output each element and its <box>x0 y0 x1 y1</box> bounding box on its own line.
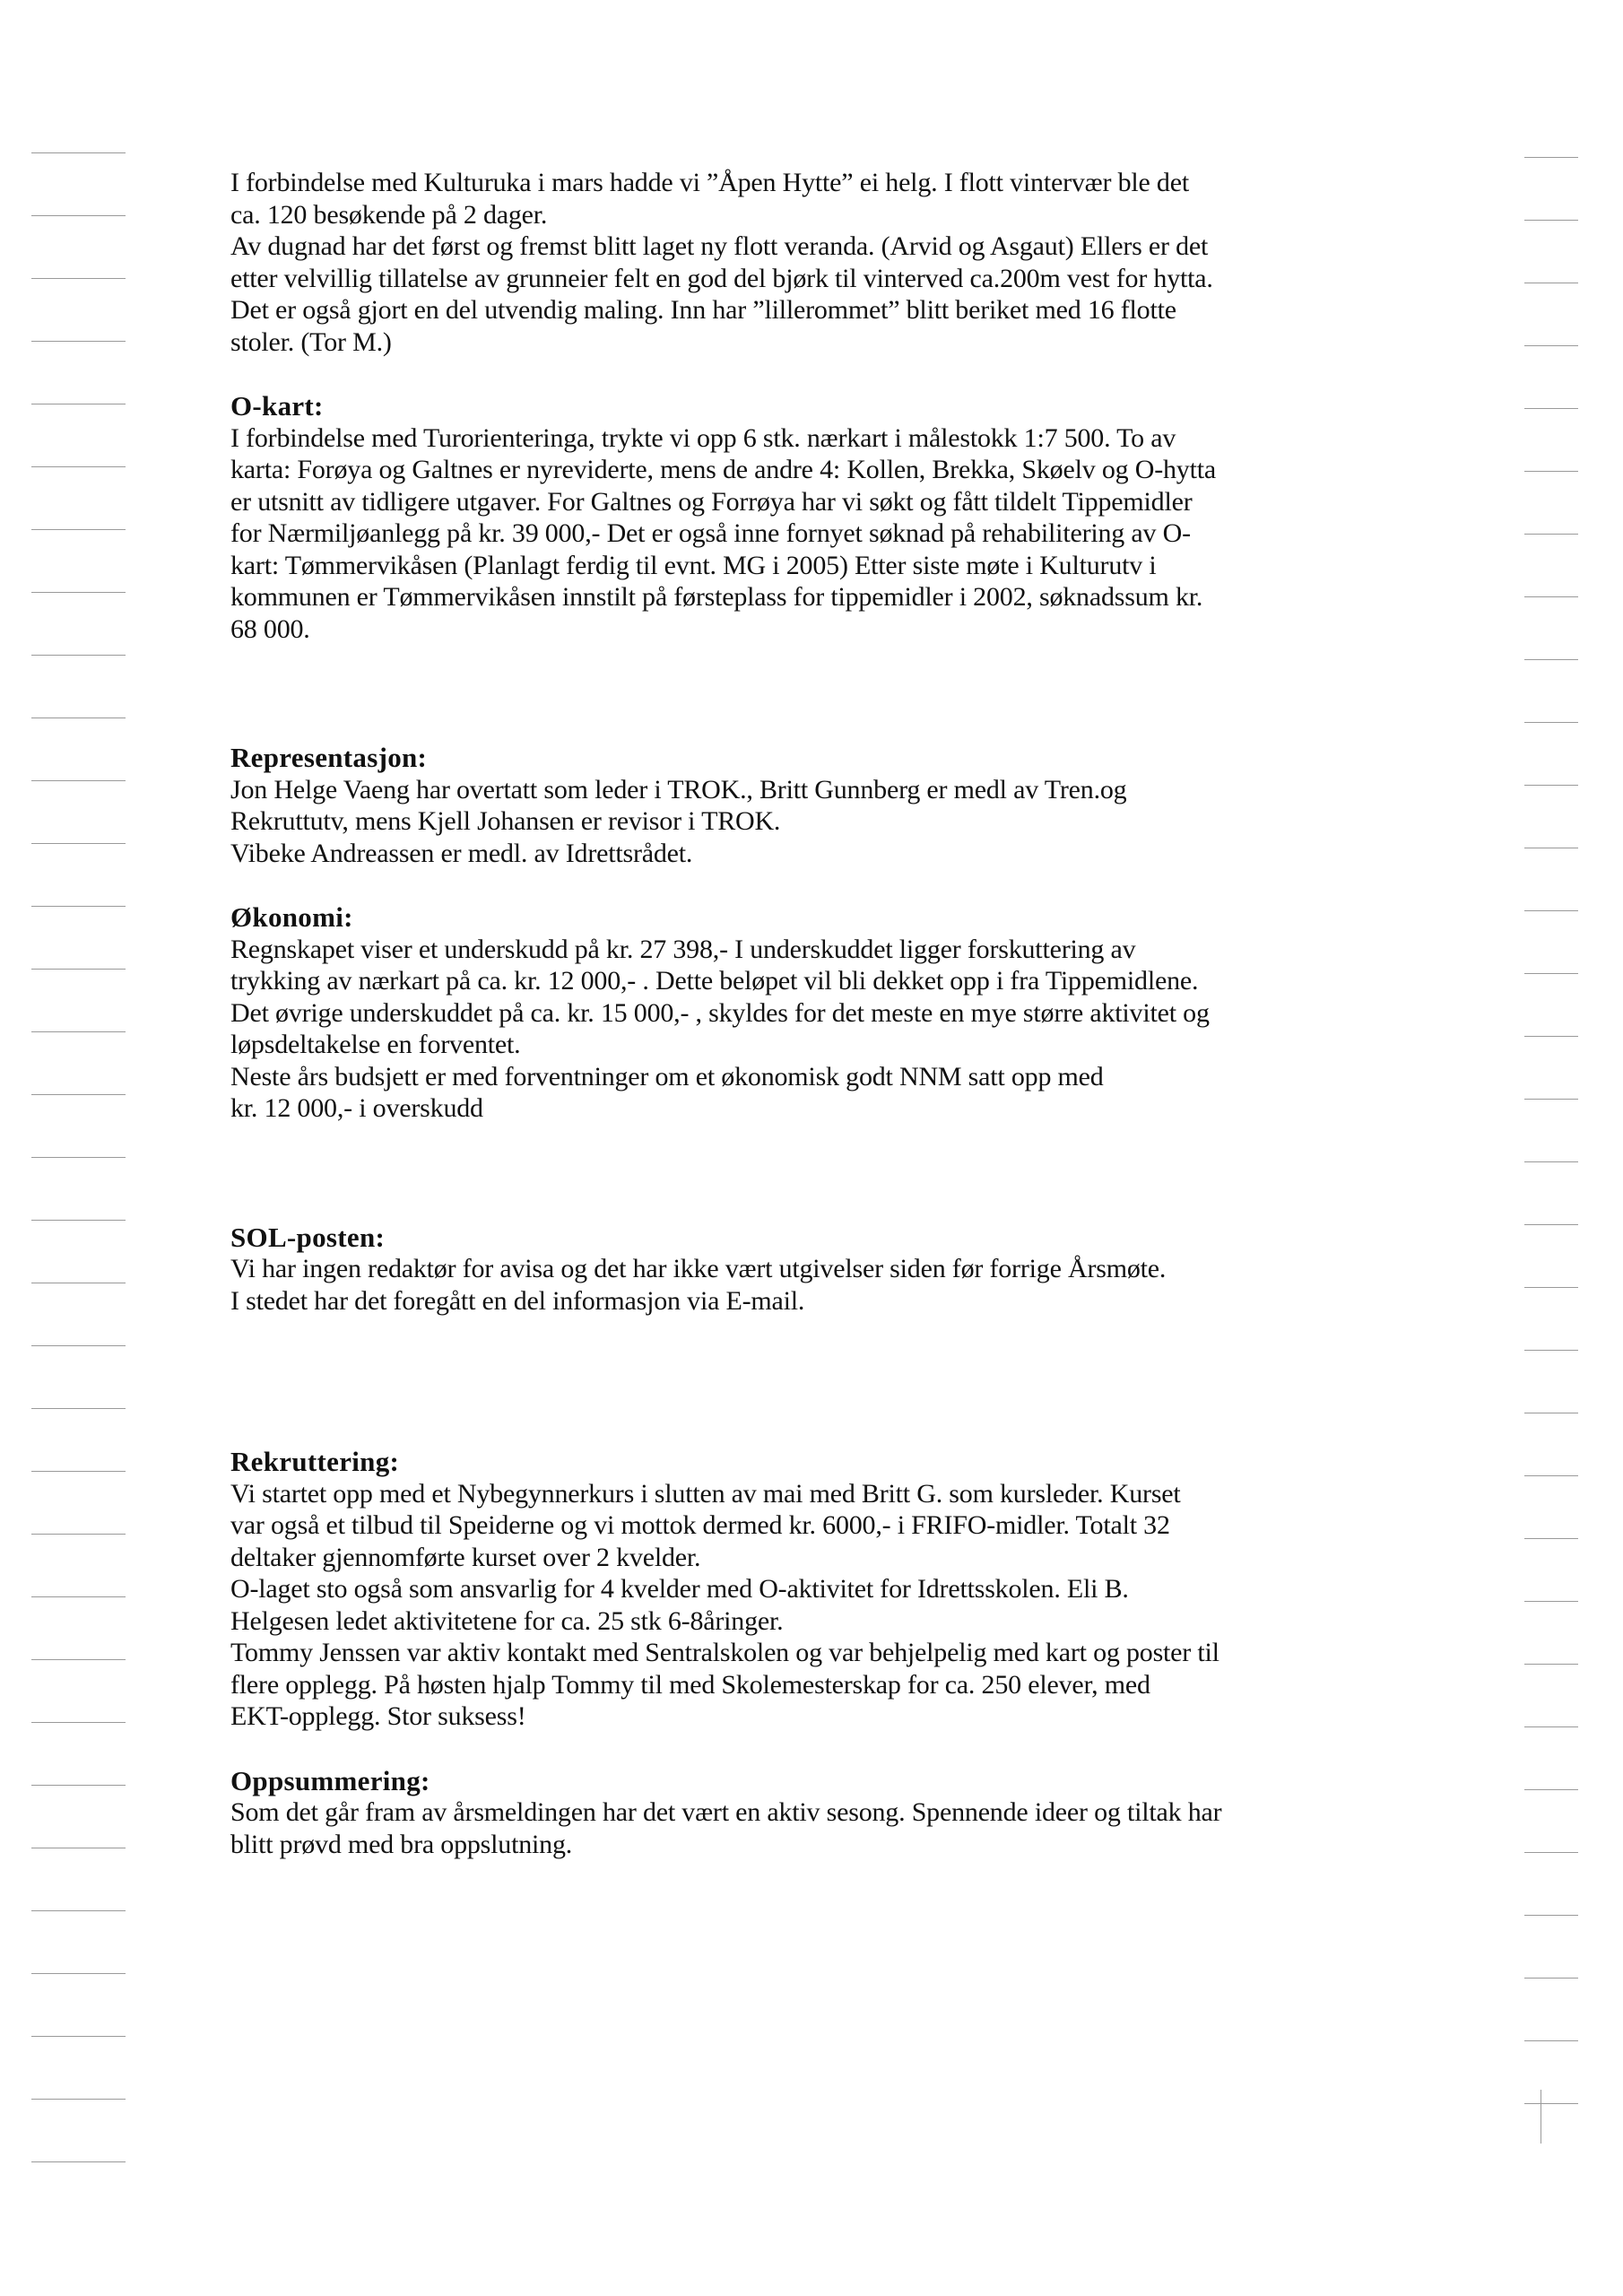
spacer <box>230 358 1477 390</box>
margin-rule <box>1524 471 1578 472</box>
margin-rule <box>31 2099 126 2100</box>
solposten-section <box>230 1222 1477 1318</box>
margin-rule <box>1524 722 1578 723</box>
okart-section <box>230 390 1477 645</box>
margin-rule <box>1524 2040 1578 2041</box>
solposten-heading: SOL-posten: <box>230 1221 386 1253</box>
document-body <box>230 167 1477 1860</box>
margin-rule <box>1524 1224 1578 1225</box>
margin-rule <box>31 843 126 844</box>
margin-rule <box>31 1471 126 1472</box>
solposten-paragraph: Vi har ingen redaktør for avisa og det har ikke vært utgivelser siden før forrige Årsmøte. I stedet har det foregått en del informasjon via E-mail. <box>230 1254 1167 1316</box>
margin-rule <box>1524 1099 1578 1100</box>
margin-rule <box>31 969 126 970</box>
left-margin-rules <box>31 0 139 2296</box>
margin-rule <box>1524 408 1578 409</box>
margin-rule <box>1524 1161 1578 1162</box>
spacer <box>230 1733 1477 1765</box>
margin-rule <box>1524 1036 1578 1037</box>
okart-heading: O-kart: <box>230 390 324 422</box>
margin-rule <box>31 1345 126 1346</box>
intro-paragraph: I forbindelse med Kulturuka i mars hadde vi ”Åpen Hytte” ei helg. I flott vintervær ble det ca. 120 besøkende på 2 dager. Av dugnad har det først og fremst blitt laget ny flott veranda. (Arvid og Asgaut) Ellers er det etter velvillig tillatelse av grunneier felt en god del bjørk til vinterved ca.200m vest for hytta. Det er også gjort en del utvendig maling. Inn har ”lillerommet” blitt beriket med 16 flotte stoler. (Tor M.) <box>230 168 1213 357</box>
margin-rule <box>31 780 126 781</box>
margin-rule <box>31 1910 126 1911</box>
margin-rule <box>1524 534 1578 535</box>
margin-rule <box>31 1973 126 1974</box>
margin-rule <box>1524 345 1578 346</box>
representasjon-section <box>230 742 1477 869</box>
margin-rule <box>1524 1789 1578 1790</box>
margin-rule <box>31 1659 126 1660</box>
margin-rule <box>1524 157 1578 158</box>
margin-rule <box>1524 2103 1578 2104</box>
margin-rule <box>31 1220 126 1221</box>
margin-rule <box>1524 596 1578 597</box>
rekruttering-paragraph: Vi startet opp med et Nybegynnerkurs i slutten av mai med Britt G. som kursleder. Kurset var også et tilbud til Speiderne og vi mottok dermed kr. 6000,- i FRIFO-midler. Totalt 32 deltaker gjennomførte kurset over 2 kvelder. O-laget sto også som ansvarlig for 4 kvelder med O-aktivitet for Idrettsskolen. Eli B. Helgesen ledet aktivitetene for ca. 25 stk 6-8åringer. Tommy Jenssen var aktiv kontakt med Sentralskolen og var behjelpelig med kart og poster til flere opplegg. På høsten hjalp Tommy til med Skolemesterskap for ca. 250 elever, med EKT-opplegg. Stor suksess! <box>230 1478 1219 1731</box>
margin-rule <box>31 1157 126 1158</box>
margin-rule <box>31 1596 126 1597</box>
spacer <box>230 645 1477 742</box>
margin-rule <box>1524 973 1578 974</box>
margin-rule <box>31 592 126 593</box>
margin-rule <box>31 906 126 907</box>
right-margin-rules <box>1524 0 1596 2296</box>
margin-rule <box>31 1094 126 1095</box>
spacer <box>230 1317 1477 1446</box>
margin-rule <box>31 466 126 467</box>
spacer <box>230 869 1477 901</box>
margin-rule <box>1524 1287 1578 1288</box>
margin-rule <box>31 1408 126 1409</box>
margin-rule <box>31 529 126 530</box>
margin-rule <box>31 341 126 342</box>
margin-rule <box>31 1722 126 1723</box>
okonomi-paragraph: Regnskapet viser et underskudd på kr. 27 398,- I underskuddet ligger forskuttering av trykking av nærkart på ca. kr. 12 000,- . Dette beløpet vil bli dekket opp i fra Tippemidlene. Det øvrige underskuddet på ca. kr. 15 000,- , skyldes for det meste en mye større aktivitet og løpsdeltakelse en forventet. Neste års budsjett er med forventninger om et økonomisk godt NNM satt opp med kr. 12 000,- i overskudd <box>230 934 1210 1123</box>
margin-rule <box>31 152 126 153</box>
margin-rule <box>1524 1726 1578 1727</box>
margin-rule <box>31 215 126 216</box>
margin-rule <box>1524 910 1578 911</box>
intro-section <box>230 167 1477 358</box>
oppsummering-section <box>230 1765 1477 1861</box>
margin-rule <box>1524 1601 1578 1602</box>
margin-rule <box>1524 1664 1578 1665</box>
margin-rule <box>1524 1538 1578 1539</box>
okonomi-section <box>230 901 1477 1125</box>
spacer <box>230 1125 1477 1222</box>
margin-rule <box>31 2036 126 2037</box>
okonomi-heading: Økonomi: <box>230 901 353 933</box>
margin-rule <box>31 278 126 279</box>
margin-rule <box>1524 1915 1578 1916</box>
margin-rule <box>31 1031 126 1032</box>
margin-rule <box>1524 1350 1578 1351</box>
representasjon-heading: Representasjon: <box>230 742 428 773</box>
margin-rule <box>31 2161 126 2162</box>
margin-rule <box>1524 220 1578 221</box>
margin-rule <box>31 1534 126 1535</box>
margin-rule <box>1524 785 1578 786</box>
rekruttering-section <box>230 1446 1477 1733</box>
margin-rule <box>1524 1978 1578 1979</box>
oppsummering-paragraph: Som det går fram av årsmeldingen har det vært en aktiv sesong. Spennende ideer og tiltak har blitt prøvd med bra oppslutning. <box>230 1797 1222 1859</box>
margin-rule <box>31 655 126 656</box>
margin-rule <box>1524 1852 1578 1853</box>
margin-rule <box>1524 659 1578 660</box>
okart-paragraph: I forbindelse med Turorienteringa, trykte vi opp 6 stk. nærkart i målestokk 1:7 500. To av karta: Forøya og Galtnes er nyreviderte, mens de andre 4: Kollen, Brekka, Skøelv og O-hytta er utsnitt av tidligere utgaver. For Galtnes og Forrøya har vi søkt og fått tildelt Tippemidler for Nærmiljøanlegg på kr. 39 000,- Det er også inne fornyet søknad på rehabilitering av O- kart: Tømmervikåsen (Planlagt ferdig til evnt. MG i 2005) Etter siste møte i Kulturutv i kommunen er Tømmervikåsen innstilt på førsteplass for tippemidler i 2002, søknadssum kr. 68 000. <box>230 422 1216 644</box>
margin-rule <box>1524 1475 1578 1476</box>
oppsummering-heading: Oppsummering: <box>230 1764 430 1796</box>
margin-rule <box>31 1785 126 1786</box>
representasjon-paragraph: Jon Helge Vaeng har overtatt som leder i TROK., Britt Gunnberg er medl av Tren.og Rekruttutv, mens Kjell Johansen er revisor i TROK. Vibeke Andreassen er medl. av Idrettsrådet. <box>230 774 1127 868</box>
rekruttering-heading: Rekruttering: <box>230 1446 400 1477</box>
